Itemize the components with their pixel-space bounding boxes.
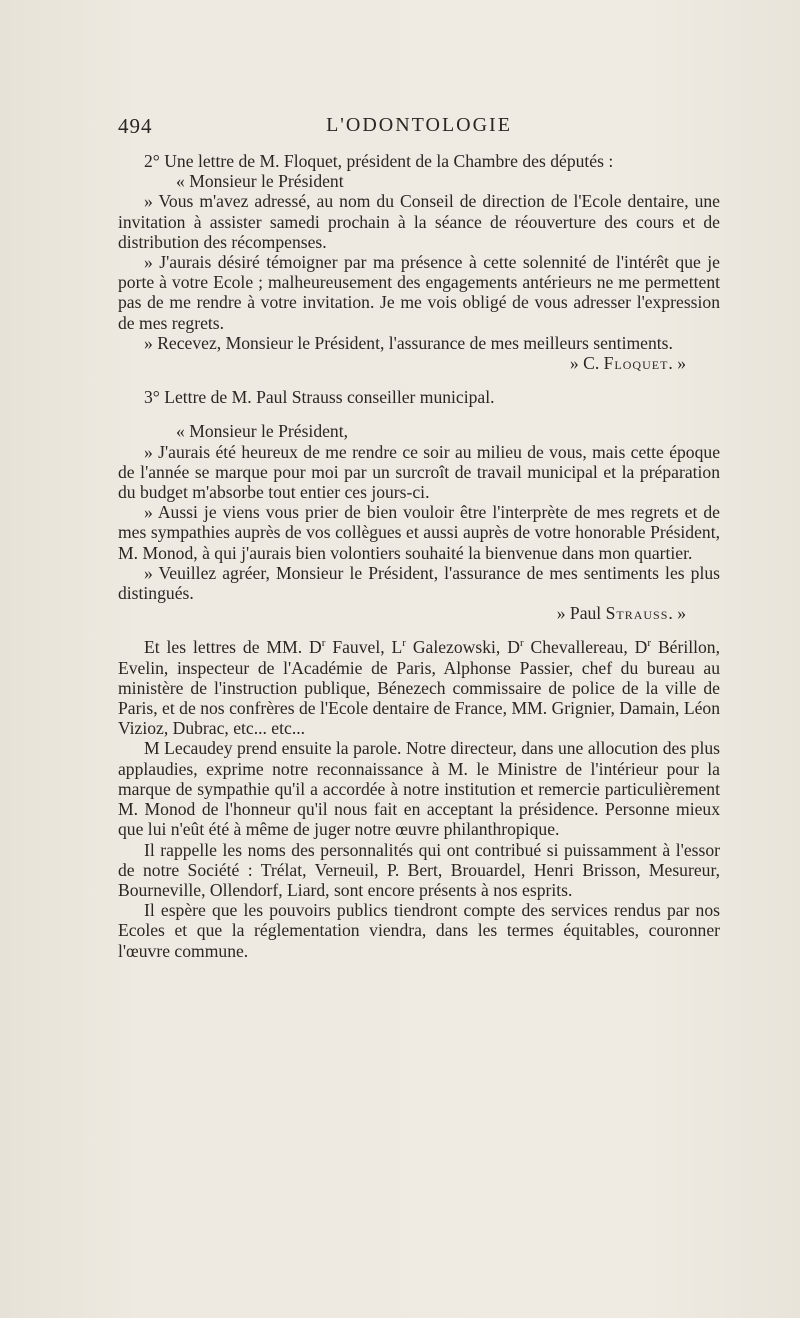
signature-name-floquet: Floquet xyxy=(603,353,669,374)
text-fragment: Fauvel, L xyxy=(325,637,403,658)
signature-prefix: » C. xyxy=(569,353,604,374)
paragraph-lecaudey-speech: M Lecaudey prend ensuite la parole. Notre directeur, dans une allocution des plus applaudies, exprime notre reconnaissance à M. le Ministre de l'intérieur pour la marque de sympathie qu'il a accordée à notre institution et remercie particulièrement M. Monod de l'honneur qu'il nous fait en acceptant la présidence. Personne mieux que lui n'eût été à même de juger notre œuvre philanthropique. xyxy=(118,738,720,840)
text-fragment: Bérillon, Evelin, inspecteur de l'Académie de Paris, Alphonse Passier, chef du bureau au ministère de l'instruction publique, Bénezech commissaire de police de la ville de Paris, et de nos confrères de l'Ecole dentaire de France, MM. Grignier, Damain, Léon Vizioz, Dubrac, etc... etc... xyxy=(118,637,721,739)
text-fragment: Galezowski, D xyxy=(405,637,520,658)
paragraph-personalities: Il rappelle les noms des personnalités qui ont contribué si puissamment à l'essor de notre Société : Trélat, Verneuil, P. Bert, Brouardel, Henri Brisson, Mesureur, Bourneville, Ollendorf, Liard, sont encore présents à nos esprits. xyxy=(118,839,720,900)
signature-floquet xyxy=(118,353,720,373)
paragraph-strauss-absence: » J'aurais été heureux de me rendre ce soir au milieu de vous, mais cette époque de l'année se marque pour moi par un surcroît de travail municipal et la préparation du budget m'absorbe tout entier ces jours-ci. xyxy=(118,441,720,503)
body-text xyxy=(118,151,720,961)
superscript: r xyxy=(519,637,524,650)
running-title: L'ODONTOLOGIE xyxy=(326,114,512,136)
paragraph-public-powers: Il espère que les pouvoirs publics tiendront compte des services rendus par nos Ecoles et que la réglementation viendra, dans les termes équitables, couronner l'œuvre commune. xyxy=(118,900,720,961)
paragraph-strauss-regrets: » Aussi je viens vous prier de bien vouloir être l'interprète de mes regrets et de mes sympathies auprès de vos collègues et aussi auprès de votre honorable Président, M. Monod, à qui j'aurais bien volontiers souhaité la bienvenue dans mon quartier. xyxy=(118,502,720,563)
letter-salutation-floquet: « Monsieur le Président xyxy=(176,171,344,192)
signature-strauss xyxy=(118,603,720,623)
signature-name-strauss: Strauss xyxy=(605,603,669,624)
text-fragment: Chevallereau, D xyxy=(523,637,648,658)
paragraph-floquet-intro: 2° Une lettre de M. Floquet, président de la Chambre des députés : xyxy=(144,151,614,171)
page-header xyxy=(118,114,720,142)
superscript: r xyxy=(647,637,652,650)
letter-salutation-strauss: « Monsieur le Président, xyxy=(176,421,349,442)
paragraph-strauss-closing: » Veuillez agréer, Monsieur le Président, l'assurance de mes sentiments les plus distingués. xyxy=(118,562,720,604)
paragraph-floquet-regrets: » J'aurais désiré témoigner par ma présence à cette solennité de l'intérêt que je porte à votre Ecole ; malheureusement des engagements antérieurs ne me permettent pas de me rendre à votre invitation. Je me vois obligé de vous adresser l'expression de mes regrets. xyxy=(118,252,720,333)
signature-suffix: . » xyxy=(668,353,686,374)
superscript: r xyxy=(321,637,326,650)
paragraph-floquet-invitation: » Vous m'avez adressé, au nom du Conseil de direction de l'Ecole dentaire, une invitation à assister samedi prochain à la séance de réouverture des cours et de distribution des récompenses. xyxy=(118,191,720,252)
signature-prefix: » Paul xyxy=(556,603,606,624)
text-fragment: Et les lettres de MM. D xyxy=(144,637,322,658)
paragraph-floquet-closing: » Recevez, Monsieur le Président, l'assurance de mes meilleurs sentiments. xyxy=(144,332,673,353)
paragraph-strauss-intro: 3° Lettre de M. Paul Strauss conseiller municipal. xyxy=(144,387,495,408)
page-number: 494 xyxy=(118,114,153,138)
signature-suffix: . » xyxy=(668,603,686,624)
superscript: r xyxy=(402,637,406,650)
paragraph-other-letters xyxy=(118,637,720,738)
